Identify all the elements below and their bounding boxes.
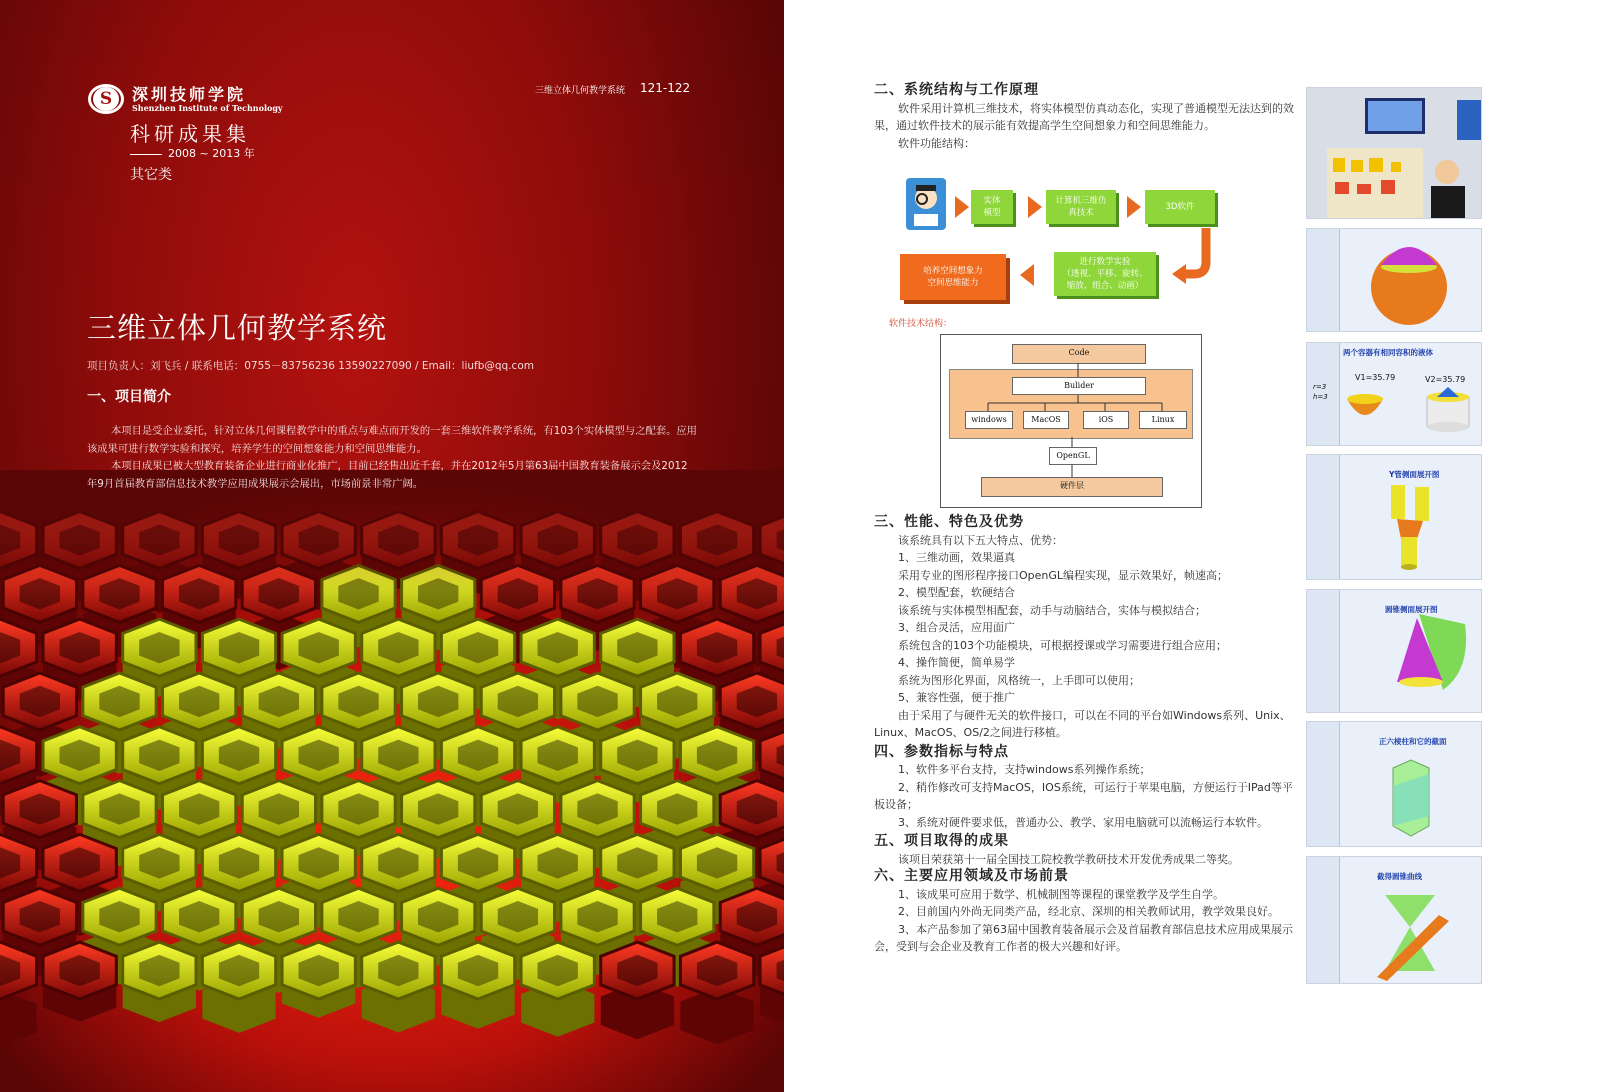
- intro-paragraph-1: 本项目是受企业委托，针对立体几何课程教学中的重点与难点而开发的一套三维软件教学系统，有103个实体模型与之配套。应用该成果可进行数学实验和探究，培养学生的空间想象能力和空间思维能力。: [87, 425, 697, 455]
- cover-artwork: [0, 470, 784, 1092]
- arch-ios: iOS: [1083, 411, 1129, 429]
- section-heading-applications: 六、主要应用领域及市场前景: [874, 868, 1069, 884]
- right-page: [784, 0, 1600, 1092]
- section-heading-achievements: 五、项目取得的成果: [874, 833, 1009, 849]
- feature-line: 该系统具有以下五大特点、优势：: [898, 533, 1063, 547]
- thumb-title: 正六棱柱和它的截面: [1379, 737, 1447, 746]
- logo-letter: S: [93, 87, 119, 111]
- screenshot-y-pipe: [1306, 454, 1482, 580]
- application-line: 3、本产品参加了第63届中国教育装备展示会及首届教育部信息技术应用成果展示会，受到与会企业及教育工作者的极大兴趣和好评。: [874, 922, 1293, 953]
- flow-arrow-icon: [1127, 196, 1141, 218]
- flow-arrow-icon: [955, 196, 969, 218]
- section-heading-intro: 一、项目简介: [87, 389, 171, 405]
- parameter-line: 2、稍作修改可支持MacOS，IOS系统，可运行于苹果电脑，方便运行于IPad等平板设备；: [874, 780, 1293, 811]
- flow-box-spatial-ability-label: 培养空间想象力 空间思维能力: [923, 266, 983, 288]
- years-text: 2008 ~ 2013 年: [168, 147, 255, 160]
- category-label: 其它类: [130, 167, 172, 183]
- screenshot-cone-unfold: [1306, 589, 1482, 713]
- arch-linux: Linux: [1139, 411, 1187, 429]
- flow-box-3d-software-label: 3D软件: [1165, 202, 1195, 212]
- flow-box-physical-model-label: 实体 模型: [983, 196, 1001, 218]
- screenshot-containers: [1306, 342, 1482, 446]
- arch-macos: MacOS: [1023, 411, 1069, 429]
- exhibition-photo: [1306, 87, 1482, 219]
- section-heading-features: 三、性能、特色及优势: [874, 514, 1024, 530]
- contact-info: 项目负责人：刘飞兵 / 联系电话：0755－83756236 13590227090 / Email：liufb@qq.com: [87, 360, 534, 372]
- intro-paragraph-2: 本项目成果已被大型教育装备企业进行商业化推广，目前已经售出近千套，并在2012年5月第63届中国教育装备展示会及2012年9月首届教育部信息技术教学应用成果展示会展出，市场前景非常广阔。: [87, 460, 688, 490]
- arch-connectors: [941, 335, 1201, 507]
- thumb-title: 两个容器有相同容积的液体: [1343, 348, 1433, 357]
- header-project-label: 三维立体几何教学系统: [535, 86, 626, 96]
- screenshot-conic: [1306, 856, 1482, 984]
- feature-line: 3、组合灵活，应用面广: [898, 621, 1015, 634]
- arch-opengl: OpenGL: [1049, 447, 1097, 465]
- feature-line: 5、兼容性强，便于推广: [898, 691, 1015, 704]
- tech-structure-label: 软件技术结构：: [889, 319, 953, 329]
- flow-box-3d-simulation: [1046, 190, 1116, 224]
- flow-box-math-experiment: [1054, 252, 1156, 296]
- feature-portability: 由于采用了与硬件无关的软件接口，可以在不同的平台如Windows系列、Unix、Linux、MacOS、OS/2之间进行移植。: [874, 708, 1291, 739]
- achievement-line: 该项目荣获第十一届全国技工院校教学教研技术开发优秀成果二等奖。: [898, 852, 1239, 866]
- feature-line: 该系统与实体模型相配套，动手与动脑结合，实体与模拟结合；: [898, 603, 1206, 617]
- page-numbers: 121-122: [640, 81, 691, 95]
- left-page: [0, 0, 784, 1092]
- radius-value: r=3: [1313, 383, 1327, 391]
- thumb-title: 圆锥侧面展开图: [1385, 605, 1438, 614]
- project-title: 三维立体几何教学系统: [87, 311, 388, 345]
- height-value: h=3: [1313, 393, 1328, 401]
- feature-line: 1、三维动画，效果逼真: [898, 551, 1015, 564]
- section-heading-parameters: 四、参数指标与特点: [874, 743, 1009, 760]
- flow-box-physical-model: [971, 190, 1013, 224]
- thumb-title: 截得圆锥曲线: [1377, 872, 1422, 881]
- feature-line: 系统包含的103个功能模块，可根据授课或学习需要进行组合应用；: [898, 638, 1227, 652]
- architecture-diagram: [940, 334, 1202, 508]
- flow-arrow-icon: [1020, 264, 1034, 286]
- arch-hardware: 硬件层: [981, 477, 1163, 497]
- years-range: [130, 145, 255, 161]
- structure-paragraph: 软件采用计算机三维技术，将实体模型仿真动态化，实现了普通模型无法达到的效果，通过软件技术的展示能有效提高学生空间想象力和空间思维能力。: [874, 101, 1294, 132]
- collection-title: 科研成果集: [130, 122, 250, 146]
- screenshot-hex-prism: [1306, 721, 1482, 847]
- flow-arrow-icon: [1028, 196, 1042, 218]
- arch-windows: windows: [965, 411, 1013, 429]
- screenshot-sphere: [1306, 228, 1482, 332]
- section-3: [874, 514, 1294, 956]
- feature-line: 采用专业的图形程序接口OpenGL编程实现，显示效果好，帧速高；: [898, 568, 1229, 582]
- section-heading-structure: 二、系统结构与工作原理: [874, 82, 1039, 98]
- feature-line: 4、操作简便，简单易学: [898, 656, 1015, 669]
- institute-logo: [88, 84, 288, 120]
- flow-box-math-experiment-label: 进行数学实验 （透视、平移、旋转、 缩放、组合、动画）: [1062, 257, 1148, 291]
- volume-v2: V2=35.79: [1425, 375, 1466, 384]
- arch-builder: Bulider: [1012, 377, 1146, 395]
- volume-v1: V1=35.79: [1355, 373, 1396, 382]
- student-icon: [906, 178, 946, 230]
- parameter-line: 3、系统对硬件要求低，普通办公、教学、家用电脑就可以流畅运行本软件。: [898, 815, 1268, 829]
- institute-name-en: Shenzhen Institute of Technology: [132, 103, 283, 113]
- flow-box-3d-simulation-label: 计算机三维仿 真技术: [1055, 196, 1107, 218]
- institute-name-cn: 深圳技师学院: [132, 85, 247, 104]
- feature-line: 系统为图形化界面，风格统一，上手即可以使用；: [898, 673, 1140, 687]
- application-line: 2、目前国内外尚无同类产品，经北京、深圳的相关教师试用，教学效果良好。: [898, 905, 1279, 918]
- application-line: 1、该成果可应用于数学、机械制图等课程的课堂教学及学生自学。: [898, 887, 1224, 901]
- arch-code: Code: [1012, 344, 1146, 364]
- flow-box-3d-software: [1145, 190, 1215, 224]
- flow-box-spatial-ability: [900, 254, 1006, 300]
- intro-text: [87, 423, 697, 493]
- section-2: [874, 82, 1294, 152]
- function-structure-label: 软件功能结构：: [898, 136, 975, 150]
- curved-arrow-icon: [1172, 228, 1218, 288]
- parameter-line: 1、软件多平台支持，支持windows系列操作系统；: [898, 763, 1151, 776]
- thumb-title: Y管侧面展开图: [1389, 470, 1440, 479]
- feature-line: 2、模型配套，软硬结合: [898, 586, 1015, 599]
